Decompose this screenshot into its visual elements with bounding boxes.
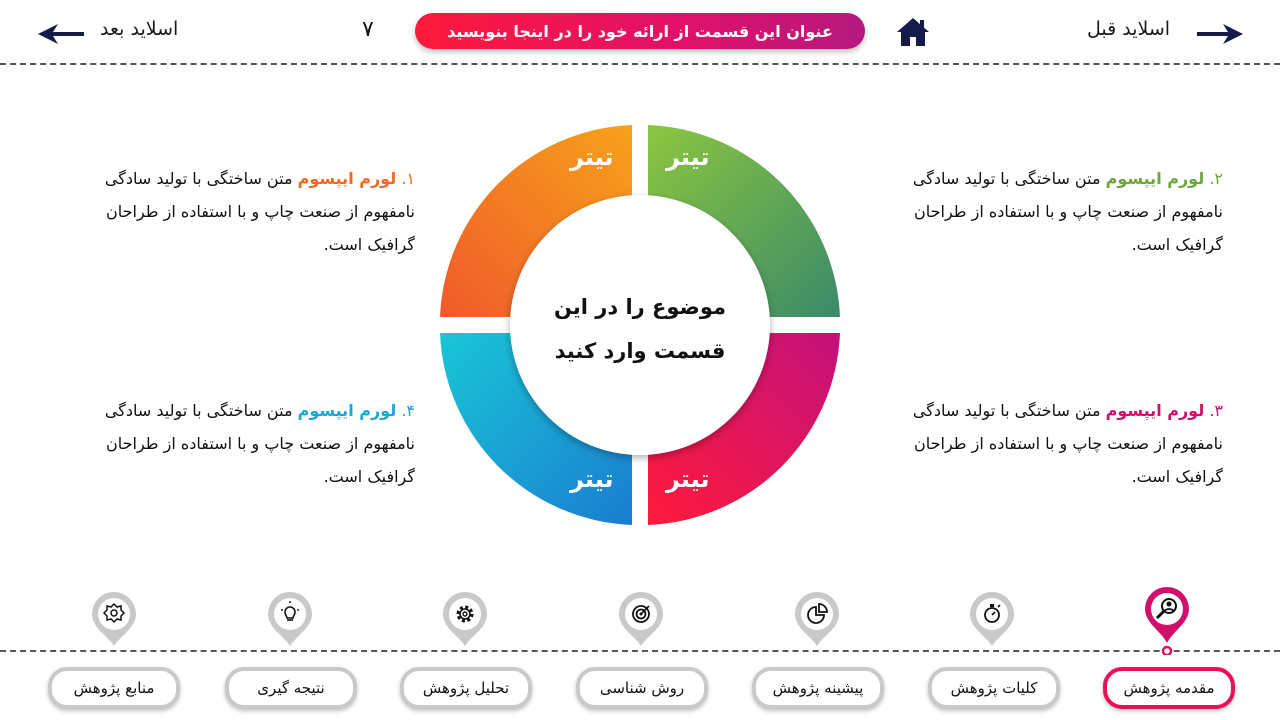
item-highlight: لورم ایپسوم — [297, 169, 397, 188]
text-block-line — [878, 162, 1223, 195]
lightbulb-icon[interactable] — [266, 590, 314, 660]
item-text: متن ساختگی با تولید سادگی — [912, 401, 1101, 420]
text-block-line — [70, 162, 415, 195]
text-block-line: نامفهوم از صنعت چاپ و با استفاده از طراحان — [914, 202, 1223, 221]
text-block-line: نامفهوم از صنعت چاپ و با استفاده از طراحان — [106, 434, 415, 453]
item-text: متن ساختگی با تولید سادگی — [104, 169, 293, 188]
item-text: متن ساختگی با تولید سادگی — [912, 169, 1101, 188]
item-number: ۴. — [401, 401, 415, 420]
quadrant-top-left-label: تیتر — [570, 143, 614, 171]
text-block-line: نامفهوم از صنعت چاپ و با استفاده از طراحان — [914, 434, 1223, 453]
search-person-icon[interactable] — [1143, 585, 1191, 655]
text-block-line — [70, 394, 415, 427]
arrow-left-icon — [38, 24, 86, 44]
next-slide-button[interactable] — [38, 18, 198, 48]
text-block-line: گرافیک است. — [323, 235, 415, 254]
quadrant-bottom-left-label: تیتر — [570, 465, 614, 493]
header-divider — [0, 63, 1280, 65]
quadrant-top-right-label: تیتر — [666, 143, 710, 171]
tab-research-analysis[interactable]: تحلیل پژوهش — [400, 667, 532, 709]
item-text: متن ساختگی با تولید سادگی — [104, 401, 293, 420]
item-highlight: لورم ایپسوم — [297, 401, 397, 420]
text-block-line: گرافیک است. — [1131, 235, 1223, 254]
tab-research-background[interactable]: پیشینه پژوهش — [752, 667, 884, 709]
text-block-1 — [70, 162, 415, 261]
text-block-2 — [878, 162, 1223, 261]
stopwatch-icon[interactable] — [968, 590, 1016, 660]
item-highlight: لورم ایپسوم — [1105, 401, 1205, 420]
text-block-4 — [70, 394, 415, 493]
gear-icon[interactable] — [441, 590, 489, 660]
item-number: ۱. — [401, 169, 415, 188]
item-number: ۳. — [1209, 401, 1223, 420]
target-icon[interactable] — [617, 590, 665, 660]
text-block-line — [878, 394, 1223, 427]
prev-slide-label: اسلاید قبل — [1087, 18, 1171, 40]
text-block-3 — [878, 394, 1223, 493]
slide-title: عنوان این قسمت از ارائه خود را در اینجا بنویسید — [415, 13, 865, 49]
gear-badge-icon[interactable] — [90, 590, 138, 660]
text-block-line: نامفهوم از صنعت چاپ و با استفاده از طراحان — [106, 202, 415, 221]
center-topic — [520, 285, 760, 373]
tab-conclusion[interactable]: نتیجه گیری — [225, 667, 357, 709]
text-block-line: گرافیک است. — [323, 467, 415, 486]
tab-research-overview[interactable]: کلیات پژوهش — [928, 667, 1060, 709]
tab-references[interactable]: منابع پژوهش — [48, 667, 180, 709]
text-block-line: گرافیک است. — [1131, 467, 1223, 486]
center-topic-line2: قسمت وارد کنید — [554, 339, 726, 363]
tab-methodology[interactable]: روش شناسی — [576, 667, 708, 709]
item-number: ۲. — [1209, 169, 1223, 188]
tab-research-introduction[interactable]: مقدمه پژوهش — [1103, 667, 1235, 709]
center-topic-line1: موضوع را در این — [553, 295, 727, 319]
prev-slide-button[interactable] — [1085, 18, 1245, 48]
quadrant-bottom-right-label: تیتر — [666, 465, 710, 493]
arrow-right-icon — [1195, 24, 1243, 44]
item-highlight: لورم ایپسوم — [1105, 169, 1205, 188]
page-number: ۷ — [362, 17, 374, 42]
pie-chart-icon[interactable] — [793, 590, 841, 660]
home-icon[interactable] — [896, 16, 930, 48]
next-slide-label: اسلاید بعد — [100, 18, 179, 40]
